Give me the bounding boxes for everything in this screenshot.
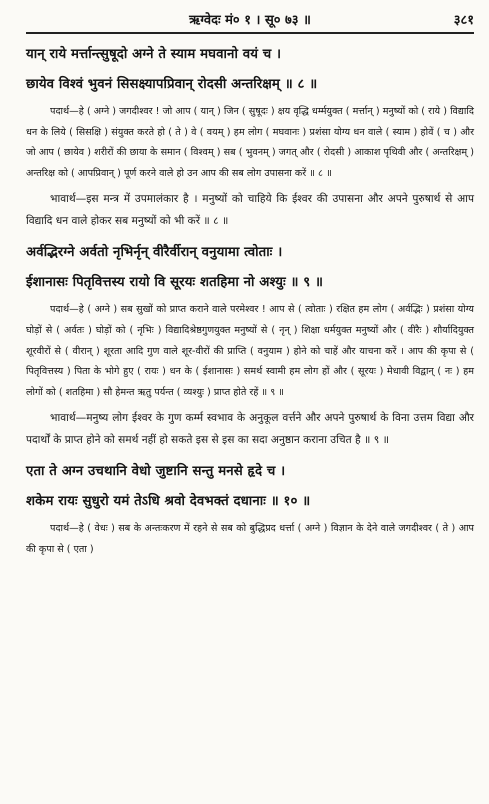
page-number: ३८१ — [453, 13, 474, 28]
mantra-10-line-2: शकेम रायः सुधुरो यमं तेऽधि श्रवो देवभक्तं दधानाः ॥ १० ॥ — [26, 494, 311, 510]
padartha-8: पदार्थ—हे ( अग्ने ) जगदीश्वर ! जो आप ( यान् ) जिन ( सुषूदः ) क्षय वृद्धि धर्म्मयुक्त ( मर्त्तान् ) मनुष्यों को ( राये ) विद्यादि धन के लिये ( सिसक्षि ) संयुक्त करते हो ( ते ) वे ( वयम् ) हम लोग ( मघवानः ) प्रशंसा योग्य धन वाले ( स्याम ) होवें ( च ) और जो आप ( छायेव ) शरीरों की छाया के समान ( विश्वम् ) सब ( भुवनम् ) जगत् और ( रोदसी ) आकाश पृथिवी और ( अन्तरिक्षम् ) अन्तरिक्ष को ( आपप्रिवान् ) पूर्ण करने वाले हो उन आप की सब लोग उपासना करें ॥ ८ ॥ — [26, 106, 474, 179]
mantra-9-line-2: ईशानासः पितृवित्तस्य रायो वि सूरयः शतहिमा नो अश्युः ॥ ९ ॥ — [26, 275, 324, 291]
padartha-10: पदार्थ—हे ( वेधः ) सब के अन्तःकरण में रहने से सब को बुद्धिप्रद धर्त्ता ( अग्ने ) विज्ञान के देने वाले जगदीश्वर ( ते ) आप की कृपा से ( एता ) — [26, 523, 474, 555]
mantra-9 — [26, 238, 474, 298]
running-title: ऋग्वेदः मं० १ । सू० ७३ ॥ — [189, 13, 311, 28]
padartha-9: पदार्थ—हे ( अग्ने ) सब सुखों को प्राप्त कराने वाले परमेश्वर ! आप से ( त्वोताः ) रक्षित हम लोग ( अर्वद्भिः ) प्रशंसा योग्य घोड़ों से ( अर्वतः ) घोड़ों को ( नृभिः ) विद्यादिश्रेष्ठगुणयुक्त मनुष्यों से ( नृन् ) शिक्षा धर्मयुक्त मनुष्यों और ( वीरैः ) शौर्यादियुक्त शूरवीरों से ( वीरान् ) शूरता आदि गुण वाले शूर-वीरों की प्राप्ति ( वनुयाम ) होने को चाहें और याचना करें । आप की कृपा से ( पितृवित्तस्य ) पिता के भोगे हुए ( रायः ) धन के ( ईशानासः ) समर्थ स्वामी हम लोग हों और ( सूरयः ) मेधावी विद्वान् ( नः ) हम लोगों को ( शतहिमा ) सौ हेमन्त ऋतु पर्यन्त ( व्यश्युः ) प्राप्त होते रहें ॥ ९ ॥ — [26, 304, 474, 398]
mantra-10 — [26, 457, 474, 517]
mantra-10-line-1: एता ते अग्न उचथानि वेधो जुष्टानि सन्तु मनसे हृदे च । — [26, 464, 286, 480]
mantra-8-line-1: यान् राये मर्त्तान्त्सुषूदो अग्ने ते स्याम मघवानो वयं च । — [26, 47, 282, 62]
page-header — [26, 8, 474, 34]
mantra-9-line-1: अर्वद्भिरग्ने अर्वतो नृभिर्नृन् वीरैर्वीरान् वनुयामा त्वोताः । — [26, 245, 283, 261]
book-page — [26, 8, 474, 798]
mantra-8-line-2: छायेव विश्वं भुवनं सिसक्ष्यापप्रिवान् रोदसी अन्तरिक्षम् ॥ ८ ॥ — [26, 77, 318, 92]
bhavartha-8: भावार्थ—इस मन्त्र में उपमालंकार है । मनुष्यों को चाहिये कि ईश्वर की उपासना और अपने पुरुषार्थ से आप विद्यादि धन वाले होकर सब मनुष्यों को भी करें ॥ ८ ॥ — [26, 193, 474, 228]
bhavartha-9: भावार्थ—मनुष्य लोग ईश्वर के गुण कर्म्म स्वभाव के अनुकूल वर्त्तने और अपने पुरुषार्थ के विना उत्तम विद्या और पदार्थों के प्राप्त होने को समर्थ नहीं हो सकते इस से इस का सदा अनुष्ठान कराना उचित है ॥ ९ ॥ — [26, 412, 474, 447]
mantra-8 — [26, 40, 474, 100]
